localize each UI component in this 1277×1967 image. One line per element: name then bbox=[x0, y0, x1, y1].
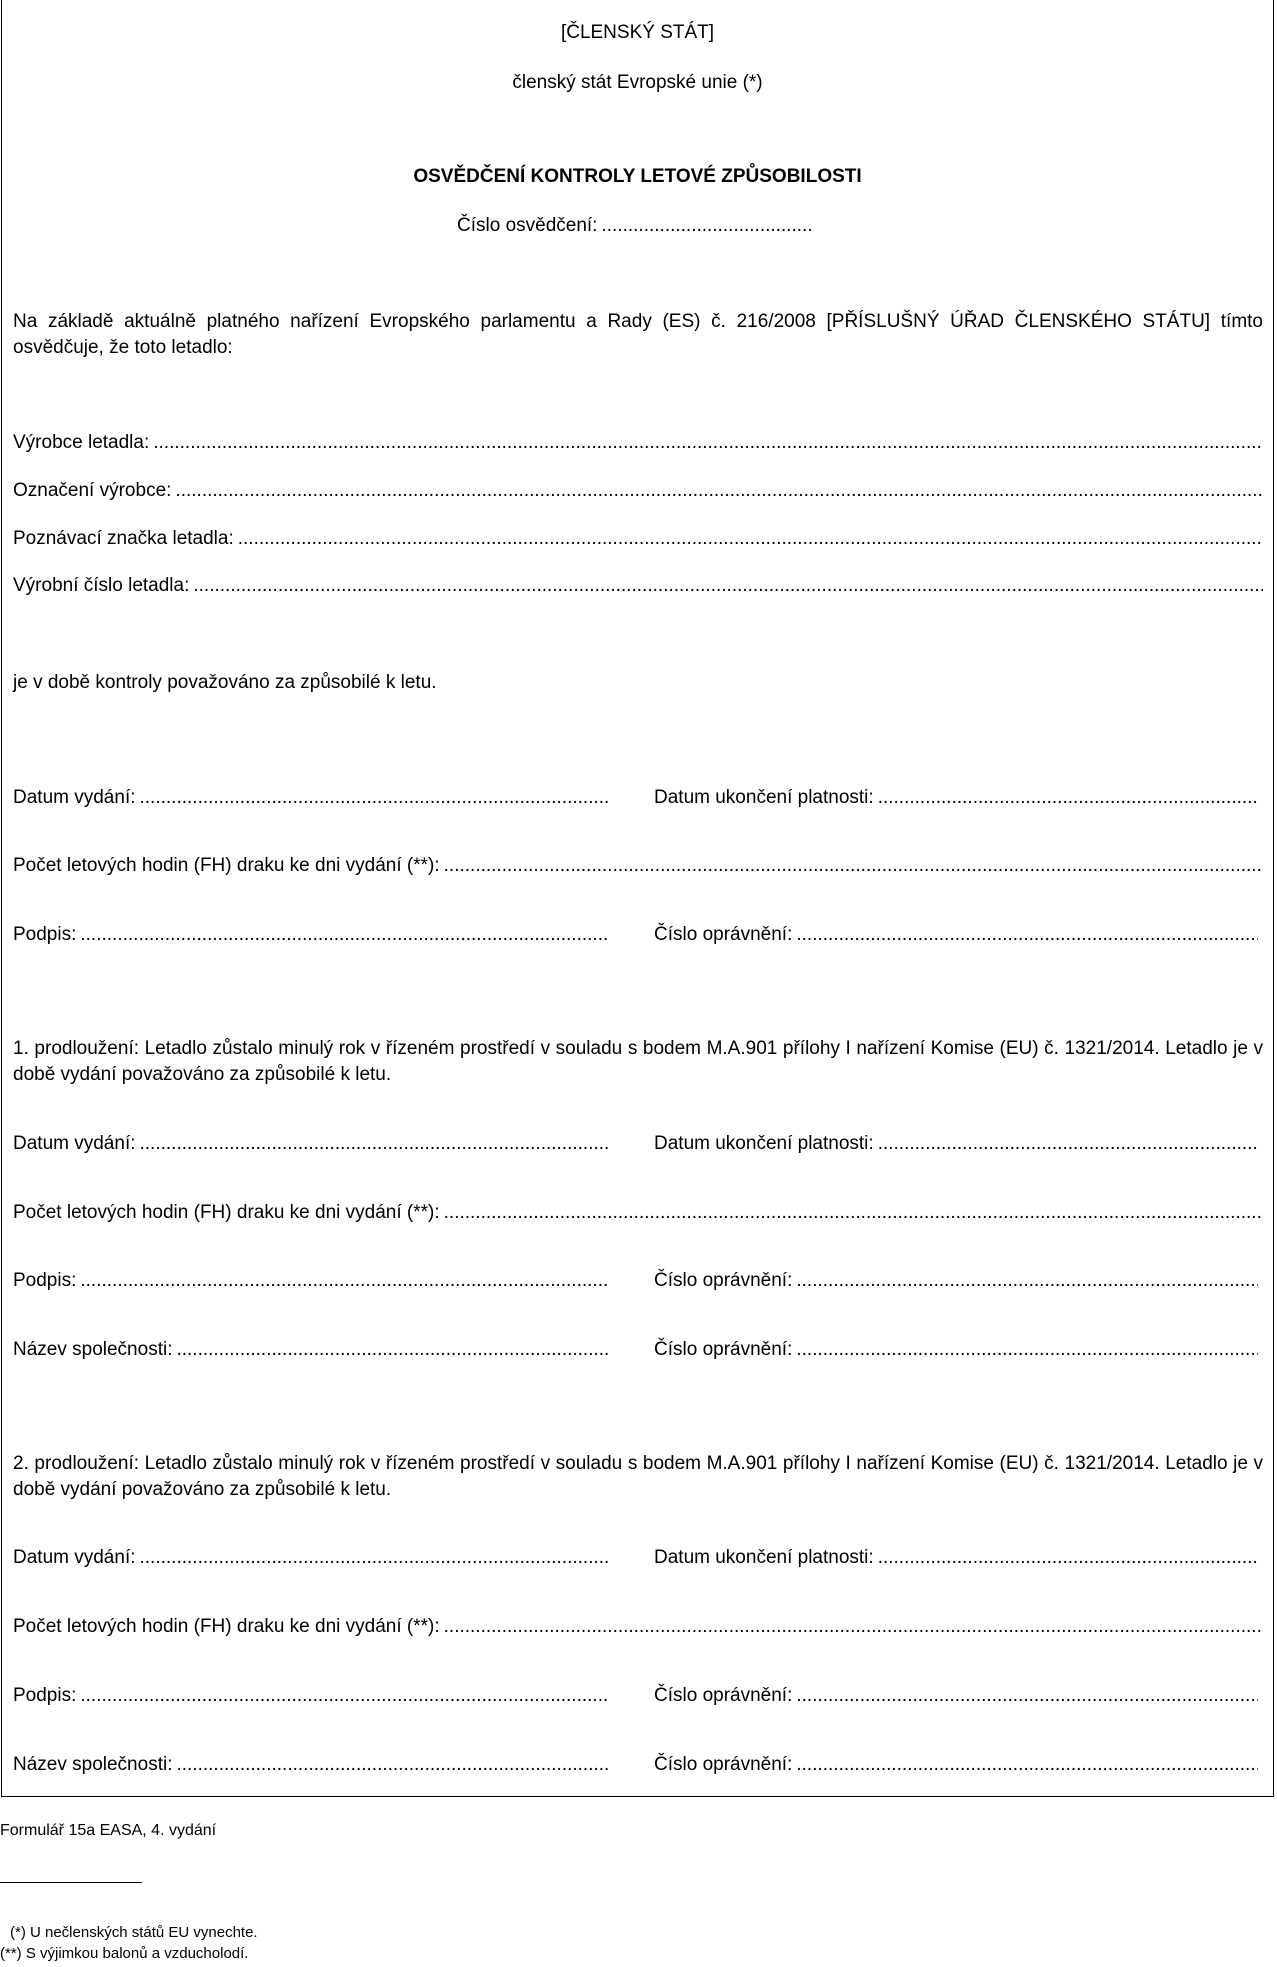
flight-hours-label: Počet letových hodin (FH) draku ke dni vydání (**): bbox=[13, 855, 440, 876]
serial-number-field[interactable] bbox=[13, 573, 1263, 599]
intro-text: Na základě aktuálně platného nařízení Evropského parlamentu a Rady (ES) č. 216/2008 [PŘÍSLUŠNÝ ÚŘAD ČLENSKÉHO STÁTU] tímto osvědčuje, že toto letadlo: bbox=[13, 311, 1263, 358]
ext2-approval-number-field[interactable] bbox=[654, 1683, 1258, 1709]
ext1-flight-hours-field[interactable] bbox=[13, 1200, 1263, 1226]
extension-2-text: 2. prodloužení: Letadlo zůstalo minulý rok v řízeném prostředí v souladu s bodem M.A.901 přílohy I nařízení Komise (EU) č. 1321/2014. Letadlo je v době vydání považováno za způsobilé k letu. bbox=[13, 1453, 1263, 1500]
ext2-company-approval-label: Číslo oprávnění: bbox=[654, 1754, 793, 1775]
registration-label: Poznávací značka letadla: bbox=[13, 528, 234, 549]
ext1-issue-date-label: Datum vydání: bbox=[13, 1133, 136, 1154]
ext2-expiry-date-label: Datum ukončení platnosti: bbox=[654, 1547, 874, 1568]
ext2-company-approval-field[interactable] bbox=[654, 1752, 1258, 1778]
ext2-flight-hours-label: Počet letových hodin (FH) draku ke dni vydání (**): bbox=[13, 1616, 440, 1637]
form-identifier: Formulář 15a EASA, 4. vydání bbox=[0, 1822, 217, 1839]
expiry-date-label: Datum ukončení platnosti: bbox=[654, 787, 874, 808]
ext1-approval-number-label: Číslo oprávnění: bbox=[654, 1270, 793, 1291]
extension-1-text: 1. prodloužení: Letadlo zůstalo minulý rok v řízeném prostředí v souladu s bodem M.A.901 přílohy I nařízení Komise (EU) č. 1321/2014. Letadlo je v době vydání považováno za způsobilé k letu. bbox=[13, 1038, 1263, 1085]
ext1-issue-date-field[interactable] bbox=[13, 1131, 610, 1157]
footnote-separator bbox=[0, 1882, 142, 1883]
member-state-subtitle: členský stát Evropské unie (*) bbox=[512, 72, 763, 93]
certificate-number-field[interactable] bbox=[457, 213, 814, 239]
issue-date-label: Datum vydání: bbox=[13, 787, 136, 808]
certificate-number-label: Číslo osvědčení: bbox=[457, 215, 598, 236]
ext2-expiry-date-field[interactable] bbox=[654, 1545, 1258, 1571]
ext2-company-name-field[interactable] bbox=[13, 1752, 610, 1778]
ext2-signature-field[interactable] bbox=[13, 1683, 610, 1709]
signature-label: Podpis: bbox=[13, 924, 77, 945]
ext1-company-approval-label: Číslo oprávnění: bbox=[654, 1339, 793, 1360]
ext1-expiry-date-label: Datum ukončení platnosti: bbox=[654, 1133, 874, 1154]
designation-label: Označení výrobce: bbox=[13, 480, 172, 501]
certificate-frame bbox=[1, 0, 1274, 1797]
manufacturer-field[interactable] bbox=[13, 430, 1263, 456]
approval-number-label: Číslo oprávnění: bbox=[654, 924, 793, 945]
ext1-signature-label: Podpis: bbox=[13, 1270, 77, 1291]
footnote-1: (*) U nečlenských států EU vynechte. bbox=[10, 1924, 258, 1941]
flight-hours-field[interactable] bbox=[13, 853, 1263, 879]
ext1-expiry-date-field[interactable] bbox=[654, 1131, 1258, 1157]
manufacturer-label: Výrobce letadla: bbox=[13, 432, 150, 453]
airworthy-statement: je v době kontroly považováno za způsobilé k letu. bbox=[13, 672, 437, 693]
ext2-approval-number-label: Číslo oprávnění: bbox=[654, 1685, 793, 1706]
ext1-approval-number-field[interactable] bbox=[654, 1268, 1258, 1294]
ext2-issue-date-field[interactable] bbox=[13, 1545, 610, 1571]
ext1-flight-hours-label: Počet letových hodin (FH) draku ke dni vydání (**): bbox=[13, 1202, 440, 1223]
ext2-issue-date-label: Datum vydání: bbox=[13, 1547, 136, 1568]
member-state: [ČLENSKÝ STÁT] bbox=[560, 22, 715, 43]
footnote-2: (**) S výjimkou balonů a vzducholodí. bbox=[0, 1945, 249, 1962]
ext1-company-name-label: Název společnosti: bbox=[13, 1339, 173, 1360]
issue-date-field[interactable] bbox=[13, 785, 610, 811]
ext2-flight-hours-field[interactable] bbox=[13, 1614, 1263, 1640]
signature-field[interactable] bbox=[13, 922, 610, 948]
serial-number-label: Výrobní číslo letadla: bbox=[13, 575, 190, 596]
ext2-company-name-label: Název společnosti: bbox=[13, 1754, 173, 1775]
ext1-signature-field[interactable] bbox=[13, 1268, 610, 1294]
ext2-signature-label: Podpis: bbox=[13, 1685, 77, 1706]
approval-number-field[interactable] bbox=[654, 922, 1258, 948]
ext1-company-name-field[interactable] bbox=[13, 1337, 610, 1363]
document-title: OSVĚDČENÍ KONTROLY LETOVÉ ZPŮSOBILOSTI bbox=[413, 166, 862, 187]
ext1-company-approval-field[interactable] bbox=[654, 1337, 1258, 1363]
certificate-number-dots bbox=[601, 213, 814, 239]
expiry-date-field[interactable] bbox=[654, 785, 1258, 811]
designation-field[interactable] bbox=[13, 478, 1263, 504]
registration-field[interactable] bbox=[13, 526, 1263, 552]
